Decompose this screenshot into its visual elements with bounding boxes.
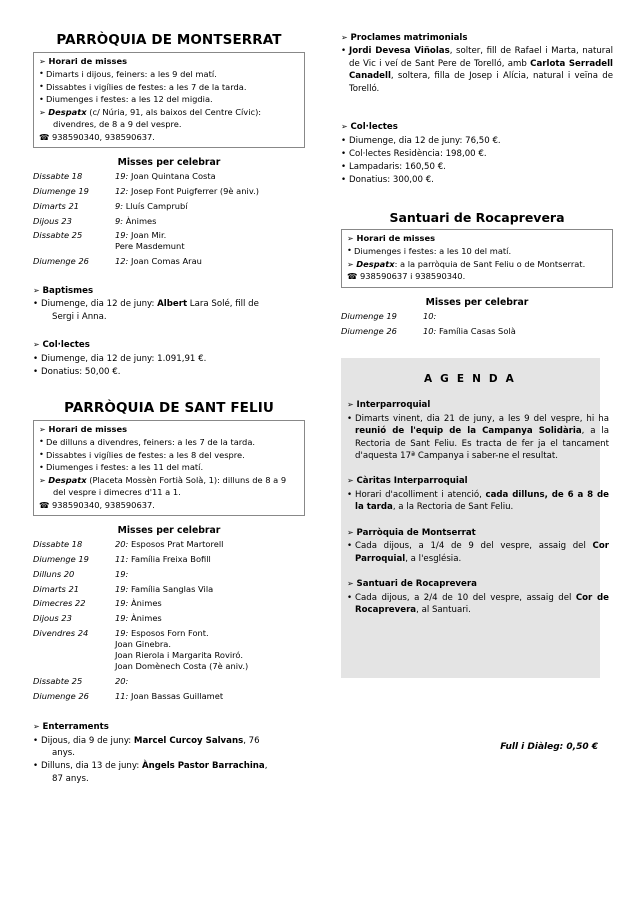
mass-intention: [115, 613, 305, 628]
list: [341, 135, 613, 186]
table-row: [33, 216, 305, 231]
section-title: [33, 721, 305, 733]
mass-name: Lluís Camprubí: [123, 200, 188, 211]
mass-intention: [423, 311, 613, 326]
agenda-panel: [341, 358, 613, 617]
arrow-marker-icon: ➢: [347, 579, 357, 589]
montserrat-info-box: [33, 52, 305, 148]
mass-day: Dissabte 18: [33, 539, 83, 550]
schedule-line: • De dilluns a divendres, feiners: a les 7 de la tarda.: [39, 437, 299, 449]
despatx-text: : a la parròquia de Sant Feliu o de Montserrat.: [394, 258, 586, 269]
table-row: [341, 311, 613, 326]
agenda-section: [341, 399, 613, 462]
arrow-marker-icon: ➢: [39, 476, 49, 486]
mass-name-extra: Joan Domènech Costa (7è aniv.): [115, 661, 249, 672]
label-text: Proclames matrimonials: [350, 33, 468, 43]
mass-name: Ànimes: [128, 598, 162, 609]
mass-intention: [115, 691, 305, 706]
rocaprevera-info-box: [341, 229, 613, 288]
section-title: [341, 121, 613, 133]
mass-name: Joan Comas Arau: [128, 256, 202, 267]
arrow-marker-icon: ➢: [347, 400, 357, 410]
arrow-marker-icon: ➢: [39, 425, 49, 434]
label-text: Parròquia de Montserrat: [356, 527, 476, 538]
mass-intention: [115, 554, 305, 569]
table-row: [33, 584, 305, 599]
santfeliu-misses-heading: Misses per celebrar: [117, 525, 221, 537]
item-suffix: ,: [264, 761, 268, 772]
mass-day: Dijous 23: [33, 612, 72, 623]
schedule-line: • Dissabtes i vigílies de festes: a les 7 de la tarda.: [39, 82, 299, 94]
schedule-line: • Dissabtes i vigílies de festes: a les 8 del vespre.: [39, 450, 299, 462]
section-title: [347, 527, 609, 539]
mass-time: 11:: [115, 554, 129, 565]
mass-day: Diumenge 19: [341, 311, 397, 322]
left-column: [33, 32, 305, 785]
phone-icon: ☎: [39, 499, 50, 510]
phone-line: [39, 500, 299, 512]
section-enterraments: [33, 721, 305, 785]
label-text: Enterraments: [42, 722, 109, 733]
label-text: Col·lectes: [42, 340, 90, 351]
section-title: [347, 399, 609, 411]
mass-name: Joan Mir.: [128, 230, 167, 241]
item-continuation: anys.: [52, 748, 76, 759]
mass-time: 20:: [115, 675, 129, 686]
arrow-marker-icon: ➢: [347, 259, 357, 269]
despatx-continuation: divendres, de 8 a 9 del vespre.: [53, 118, 182, 129]
phone-icon: ☎: [39, 131, 50, 142]
arrow-marker-icon: ➢: [341, 122, 351, 132]
mass-day: Divendres 24: [33, 627, 89, 638]
mass-time: 19:: [115, 230, 129, 241]
item-bold: Albert: [157, 299, 188, 310]
mass-intention: [115, 216, 305, 231]
section-title: [341, 32, 613, 44]
agenda-section: [341, 475, 613, 513]
label-text: Interparroquial: [356, 400, 431, 411]
rocaprevera-misses-heading: Misses per celebrar: [425, 297, 529, 309]
table-row: [33, 613, 305, 628]
list: [347, 413, 609, 463]
despatx-text: (c/ Núria, 91, als baixos del Centre Cívic):: [89, 107, 262, 118]
mass-intention: [423, 326, 613, 341]
arrow-marker-icon: ➢: [347, 476, 357, 486]
list-item: • Donatius: 300,00 €.: [341, 174, 613, 186]
mass-name: Esposos Forn Font.: [128, 627, 209, 638]
phone-line: [347, 271, 607, 283]
mass-time: 12:: [115, 186, 129, 197]
mass-intention: [115, 230, 305, 256]
mass-day: Dilluns 20: [33, 568, 75, 579]
item-prefix: Cada dijous, a 1/4 de 9 del vespre, assaig del: [355, 541, 593, 552]
page-title-santfeliu: PARRÒQUIA DE SANT FELIU: [64, 400, 274, 416]
mass-day: Dimecres 22: [33, 598, 86, 609]
item-continuation: Sergi i Anna.: [52, 311, 107, 322]
list-item: [341, 45, 613, 95]
mass-intention: [115, 186, 305, 201]
mass-day: Diumenge 19: [33, 554, 89, 565]
label-text: Santuari de Rocaprevera: [356, 579, 477, 590]
arrow-marker-icon: ➢: [39, 57, 49, 66]
mass-intention: [115, 628, 305, 676]
mass-day: Dissabte 25: [33, 675, 83, 686]
arrow-marker-icon: ➢: [347, 234, 357, 244]
schedule-line: • Dimarts i dijous, feiners: a les 9 del matí.: [39, 69, 299, 81]
mass-name: Família Sanglas Vila: [128, 583, 214, 594]
table-row: [33, 230, 305, 256]
phone-numbers: 938590340, 938590637.: [51, 131, 155, 142]
mass-time: 10:: [423, 311, 437, 322]
montserrat-schedule-heading: [39, 56, 299, 68]
mass-time: 19:: [115, 627, 129, 638]
mass-intention: [115, 569, 305, 584]
phone-numbers: 938590637 i 938590340.: [359, 271, 466, 282]
mass-name: Joan Bassas Guillamet: [128, 690, 224, 701]
item-prefix: Diumenge, dia 12 de juny:: [41, 299, 158, 310]
groom-name: Jordi Devesa Viñolas: [349, 46, 450, 57]
mass-time: 19:: [115, 171, 129, 182]
rocaprevera-misses-table: [341, 311, 613, 340]
item-suffix: Lara Solé, fill de: [187, 299, 259, 310]
item-suffix: , a la Rectoria de Sant Feliu.: [392, 502, 514, 513]
section-title: [33, 285, 305, 297]
list-item: [347, 540, 609, 565]
section-baptismes: [33, 285, 305, 323]
item-bold: Cor de Rocaprevera: [355, 592, 610, 616]
mass-intention: [115, 584, 305, 599]
mass-time: 9:: [115, 215, 124, 226]
rocaprevera-schedule-heading: [347, 233, 607, 245]
label-text: Càritas Interparroquial: [356, 476, 468, 487]
mass-time: 10:: [423, 325, 437, 336]
section-proclames: [341, 32, 613, 95]
footer-price-note: Full i Diàleg: 0,50 €: [500, 742, 598, 752]
schedule-line: • Diumenges i festes: a les 12 del migdia.: [39, 94, 299, 106]
item-prefix: Dilluns, dia 13 de juny:: [41, 761, 142, 772]
list: [347, 592, 609, 617]
list: [33, 353, 305, 378]
list-item: [33, 735, 305, 760]
mass-time: 20:: [115, 539, 129, 550]
mass-name: Ànimes: [128, 612, 162, 623]
mass-intention: [115, 171, 305, 186]
item-bold: Cor Parroquial: [355, 541, 609, 564]
mass-day: Dissabte 18: [33, 171, 83, 182]
mass-name-extra: Joan Ginebra.: [115, 638, 171, 649]
mass-intention: [115, 598, 305, 613]
item-bold: Marcel Curcoy Salvans: [133, 735, 244, 746]
list-item: [347, 592, 609, 617]
arrow-marker-icon: ➢: [341, 33, 351, 42]
despatx-label: Despatx: [48, 475, 87, 486]
mass-day: Diumenge 26: [341, 325, 397, 336]
agenda-section: [341, 578, 613, 616]
section-title: [347, 475, 609, 487]
table-row: [33, 201, 305, 216]
despatx-text: (Placeta Mossèn Fortià Solà, 1): dilluns de 8 a 9: [89, 475, 287, 486]
mass-time: 19:: [115, 583, 129, 594]
santfeliu-misses-table: [33, 539, 305, 705]
section-collectes-montserrat: [33, 339, 305, 378]
list: [33, 298, 305, 323]
despatx-line: [39, 107, 299, 119]
table-row: [33, 256, 305, 271]
despatx-line: [347, 259, 607, 271]
table-row: [33, 691, 305, 706]
label-text: Horari de misses: [48, 424, 128, 434]
list-item: • Diumenge, dia 12 de juny: 76,50 €.: [341, 135, 613, 147]
page-title-rocaprevera: Santuari de Rocaprevera: [389, 210, 565, 226]
list: [341, 45, 613, 95]
label-text: Baptismes: [42, 285, 94, 296]
list-item: [347, 413, 609, 463]
item-bold: cada dilluns, de 6 a 8 de la tarda: [355, 489, 609, 513]
item-prefix: Cada dijous, a 2/4 de 10 del vespre, assaig del: [355, 592, 576, 603]
mass-day: Dijous 23: [33, 215, 72, 226]
agenda-title: A G E N D A: [423, 373, 517, 385]
item-suffix: , 76: [243, 735, 260, 746]
mass-time: 12:: [115, 256, 129, 267]
table-row: [33, 598, 305, 613]
page-title-montserrat: PARRÒQUIA DE MONTSERRAT: [56, 32, 282, 48]
table-row: [33, 171, 305, 186]
item-suffix: , al Santuari.: [416, 605, 471, 616]
section-collectes-right: [341, 121, 613, 186]
mass-day: Dimarts 21: [33, 200, 80, 211]
item-suffix: , a l'església.: [405, 553, 462, 564]
list-item: [33, 298, 305, 323]
mass-time: 19:: [115, 598, 129, 609]
phone-line: [39, 132, 299, 144]
mass-name: Esposos Prat Martorell: [128, 539, 224, 550]
despatx-continuation: del vespre i dimecres d'11 a 1.: [53, 486, 181, 497]
item-prefix: Dimarts vinent, dia 21 de juny, a les 9 del vespre, hi ha: [355, 413, 609, 424]
item-prefix: Horari d'acolliment i atenció,: [355, 489, 486, 500]
mass-time: 11:: [115, 690, 129, 701]
list: [33, 735, 305, 785]
arrow-marker-icon: ➢: [347, 527, 357, 537]
list-item: • Col·lectes Residència: 198,00 €.: [341, 148, 613, 160]
table-body: [33, 171, 305, 270]
santfeliu-info-box: [33, 420, 305, 516]
arrow-marker-icon: ➢: [33, 340, 43, 350]
montserrat-misses-heading: Misses per celebrar: [117, 157, 221, 169]
arrow-marker-icon: ➢: [33, 285, 43, 295]
mass-intention: [115, 539, 305, 554]
despatx-line: [39, 475, 299, 487]
mass-day: Diumenge 19: [33, 186, 89, 197]
table-row: [33, 628, 305, 676]
table-row: [33, 569, 305, 584]
table-body: [341, 311, 613, 340]
list: [347, 540, 609, 565]
label-text: Horari de misses: [48, 56, 128, 66]
mass-day: Diumenge 26: [33, 690, 89, 701]
bride-details: , soltera, filla de Josep i Alícia, natural i veïna de Torelló.: [349, 71, 613, 94]
section-title: [33, 339, 305, 351]
mass-intention: [115, 256, 305, 271]
phone-numbers: 938590340, 938590637.: [51, 499, 155, 510]
section-title: [347, 578, 609, 590]
list-item: • Lampadaris: 160,50 €.: [341, 161, 613, 173]
item-prefix: Dijous, dia 9 de juny:: [41, 735, 134, 746]
table-row: [33, 676, 305, 691]
mass-name: Família Casas Solà: [436, 325, 516, 336]
table-row: [33, 186, 305, 201]
label-text: Col·lectes: [350, 122, 398, 133]
mass-day: Diumenge 26: [33, 256, 89, 267]
mass-name-extra: Pere Masdemunt: [115, 241, 185, 252]
mass-intention: [115, 676, 305, 691]
mass-name: Família Freixa Bofill: [128, 554, 211, 565]
list-item: • Diumenge, dia 12 de juny: 1.091,91 €.: [33, 353, 305, 365]
mass-name: Joan Quintana Costa: [128, 171, 216, 182]
mass-time: 9:: [115, 200, 124, 211]
groom-details: , solter, fill de Rafael i Marta, natural de Vic i veí de Sant Pere de Torelló, amb: [349, 46, 613, 69]
arrow-marker-icon: ➢: [33, 722, 43, 732]
table-row: [33, 539, 305, 554]
mass-time: 19:: [115, 568, 129, 579]
montserrat-misses-table: [33, 171, 305, 270]
item-suffix: , a la Rectoria de Sant Feliu. Es tracta de fer ja el tancament d'aquesta 17ª Campanya i saber-ne el resultat.: [355, 426, 609, 462]
arrow-marker-icon: ➢: [39, 108, 49, 118]
mass-name: Ànimes: [123, 215, 157, 226]
mass-day: Dissabte 25: [33, 230, 83, 241]
mass-time: 19:: [115, 612, 129, 623]
despatx-label: Despatx: [48, 107, 87, 118]
list: [347, 489, 609, 514]
item-bold: reunió de l'equip de la Campanya Solidària: [355, 426, 582, 437]
list-item: • Donatius: 50,00 €.: [33, 366, 305, 378]
schedule-line: • Diumenges i festes: a les 11 del matí.: [39, 462, 299, 474]
right-column: [341, 32, 613, 341]
bride-name: Carlota Serradell Canadell: [349, 58, 613, 82]
mass-name-extra: Joan Rierola i Margarita Roviró.: [115, 649, 243, 660]
item-continuation: 87 anys.: [52, 773, 89, 784]
list-item: [33, 760, 305, 785]
santfeliu-schedule-heading: [39, 424, 299, 436]
mass-name: Josep Font Puigferrer (9è aniv.): [128, 186, 259, 197]
item-bold: Àngels Pastor Barrachina: [141, 761, 265, 772]
mass-day: Dimarts 21: [33, 583, 80, 594]
table-body: [33, 539, 305, 705]
despatx-label: Despatx: [356, 258, 395, 269]
mass-intention: [115, 201, 305, 216]
label-text: Horari de misses: [356, 233, 436, 244]
schedule-line: • Diumenges i festes: a les 10 del matí.: [347, 246, 607, 258]
list-item: [347, 489, 609, 514]
agenda-sections: [341, 399, 613, 616]
agenda-section: [341, 527, 613, 565]
table-row: [33, 554, 305, 569]
phone-icon: ☎: [347, 271, 358, 282]
table-row: [341, 326, 613, 341]
